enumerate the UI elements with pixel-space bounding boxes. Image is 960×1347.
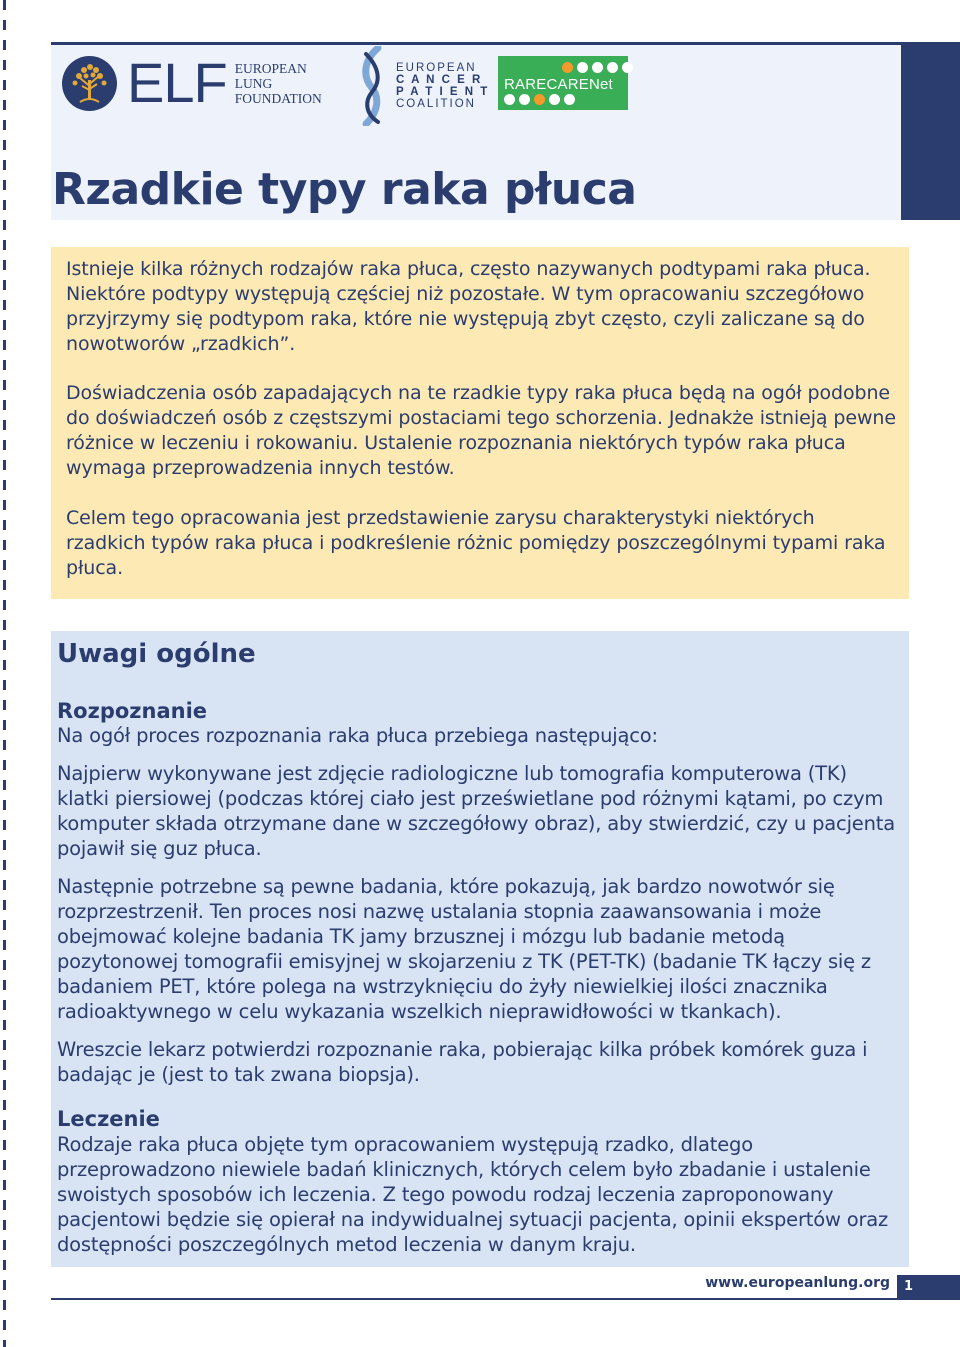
diagnosis-heading: Rozpoznanie (57, 699, 208, 723)
diagnosis-paragraph-1: Najpierw wykonywane jest zdjęcie radiologiczne lub tomografia komputerowa (TK) klatki piersiowej (podczas której ciało jest prześwietlane pod różnymi kątami, po czym komputer składa otrzymane dane w szczegółowy obraz), aby stwierdzić, czy u pacjenta pojawił się guz płuca. (57, 762, 895, 860)
dots-top-icon (562, 62, 633, 73)
intro-paragraph-1: Istnieje kilka różnych rodzajów raka płuca, często nazywanych podtypami raka płuca. Niektóre podtypy występują częściej niż pozostałe. W tym opracowaniu szczegółowo przyjrzymy się podtypom raka, które nie występują zbyt często, czyli zaliczane są do nowotworów „rzadkich”. (66, 258, 871, 355)
elf-letters: ELF (127, 51, 227, 114)
intro-box (51, 247, 909, 599)
treatment-paragraph: Rodzaje raka płuca objęte tym opracowaniem występują rzadko, dlatego przeprowadzono niewiele badań klinicznych, których celem było zbadanie i ustalenie swoistych sposobów ich leczenia. Z tego powodu rodzaj leczenia zaproponowany pacjentowi będzie się opierał na indywidualnej sytuacji pacjenta, opinii ekspertów oraz dostępności poszczególnych metod leczenia w danym kraju. (57, 1133, 889, 1256)
elf-wordmark: EUROPEAN LUNG FOUNDATION (234, 60, 322, 106)
treatment-heading: Leczenie (57, 1107, 160, 1131)
dashed-margin-line (3, 0, 6, 1347)
section-heading: Uwagi ogólne (57, 639, 256, 669)
page-title: Rzadkie typy raka płuca (52, 164, 637, 215)
footer-rule (51, 1298, 901, 1300)
corner-accent-block (901, 42, 960, 220)
intro-paragraph-3: Celem tego opracowania jest przedstawienie zarysu charakterystyki niektórych rzadkich typów raka płuca i podkreślenie różnic pomiędzy poszczególnymi typami raka płuca. (66, 507, 886, 579)
diagnosis-lead: Na ogół proces rozpoznania raka płuca przebiega następująco: (57, 724, 658, 747)
rarecarenet-text: RARECARENet (504, 76, 613, 93)
diagnosis-paragraph-3: Wreszcie lekarz potwierdzi rozpoznanie raka, pobierając kilka próbek komórek guza i badając je (jest to tak zwana biopsja). (57, 1038, 868, 1086)
page-number-tab (897, 1275, 960, 1300)
ribbon-icon (356, 46, 388, 126)
dots-bottom-icon (504, 94, 575, 105)
page-number: 1 (904, 1279, 914, 1294)
footer-website-link[interactable]: www.europeanlung.org (705, 1275, 890, 1291)
general-notes-section (51, 631, 909, 1267)
elf-logo (62, 51, 322, 114)
ecpc-logo (356, 46, 489, 126)
ecpc-wordmark: EUROPEAN C A N C E R P A T I E N T COALITION (396, 62, 490, 110)
tree-icon (62, 56, 117, 111)
diagnosis-paragraph-2: Następnie potrzebne są pewne badania, które pokazują, jak bardzo nowotwór się rozprzestrzenił. Ten proces nosi nazwę ustalania stopnia zaawansowania i może obejmować kolejne badania TK jamy brzusznej i mózgu lub badanie metodą pozytonowej tomografii emisyjnej w skojarzeniu z TK (PET-TK) (badanie TK łączy się z badaniem PET, które polega na wstrzyknięciu do żyły niewielkiej ilości znacznika radioaktywnego w celu wykazania wszelkich nieprawidłowości w tkankach). (57, 875, 871, 1023)
rarecarenet-logo (498, 56, 628, 110)
intro-paragraph-2: Doświadczenia osób zapadających na te rzadkie typy raka płuca będą na ogół podobne do doświadczeń osób z częstszymi postaciami tego schorzenia. Jednakże istnieją pewne różnice w leczeniu i rokowaniu. Ustalenie rozpoznania niektórych typów raka płuca wymaga przeprowadzenia innych testów. (66, 382, 896, 479)
